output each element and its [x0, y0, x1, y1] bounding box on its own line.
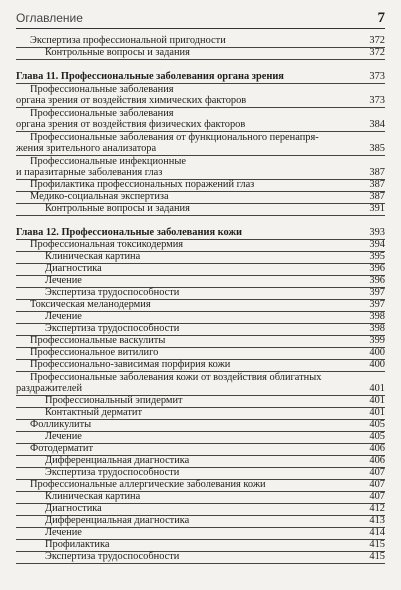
running-header [16, 6, 385, 29]
toc-entry-title: Клиническая картина [45, 491, 141, 502]
toc-entry-page: 387 [369, 191, 385, 202]
toc-entry-title: Профилактика профессиональных поражений глаз [30, 179, 255, 190]
toc-entry-title: Медико-социальная экспертиза [30, 191, 169, 202]
toc-entry-title: Профессиональные заболевания кожи от воздействия облигатных [30, 372, 322, 383]
toc-entry-title: Профессиональные васкулиты [30, 335, 166, 346]
toc-entry-title: Фотодерматит [30, 443, 93, 454]
toc-entry-title: раздражителей [16, 383, 83, 394]
toc-entry-page: 396 [369, 275, 385, 286]
toc-entry-page: 399 [369, 335, 385, 346]
toc-entry-page: 397 [369, 287, 385, 298]
toc-entry-page: 393 [369, 227, 385, 238]
header-page-number: 7 [377, 10, 385, 26]
toc-entry-title: органа зрения от воздействия физических факторов [16, 119, 246, 130]
toc-entry-title: Профилактика [45, 539, 110, 550]
toc-entry [16, 119, 385, 132]
toc-entry-page: 412 [369, 503, 385, 514]
toc-entry-page: 405 [369, 431, 385, 442]
toc-entry-title: Лечение [45, 431, 82, 442]
toc-entry-page: 385 [369, 143, 385, 154]
toc-entry-page: 395 [369, 251, 385, 262]
toc-entry-title: Профессиональные заболевания от функционального перенапря- [30, 132, 319, 143]
toc-entry-title: Профессиональные заболевания [30, 84, 174, 95]
toc-entry-title: органа зрения от воздействия химических факторов [16, 95, 247, 106]
toc-entry-page: 407 [369, 479, 385, 490]
toc-entry-page: 398 [369, 323, 385, 334]
toc-entry-title: Профессиональный эпидермит [45, 395, 183, 406]
toc-entry-title: Профессиональные заболевания [30, 108, 174, 119]
toc-entry-title: Экспертиза трудоспособности [45, 467, 180, 478]
toc-entry-title: Фолликулиты [30, 419, 92, 430]
toc-entry-page: 401 [369, 383, 385, 394]
toc-entry-page: 401 [369, 407, 385, 418]
toc-entry-page: 391 [369, 203, 385, 214]
toc-entry-page: 398 [369, 311, 385, 322]
toc-entry-title: Профессиональное витилиго [30, 347, 159, 358]
toc-entry-page: 396 [369, 263, 385, 274]
toc-entry-title: Глава 11. Профессиональные заболевания органа зрения [16, 71, 284, 82]
toc-entry-title: Контрольные вопросы и задания [45, 47, 190, 58]
toc-entry-title: Контрольные вопросы и задания [45, 203, 190, 214]
toc-entry-page: 407 [369, 491, 385, 502]
toc-entry-page: 397 [369, 299, 385, 310]
toc-entry-page: 406 [369, 455, 385, 466]
toc-entry-page: 394 [369, 239, 385, 250]
toc-entry [16, 143, 385, 156]
toc-entry-title: и паразитарные заболевания глаз [16, 167, 163, 178]
toc-entry-page: 373 [369, 95, 385, 106]
toc-entry-title: Экспертиза профессиональной пригодности [30, 35, 226, 46]
toc-entry-title: Глава 12. Профессиональные заболевания кожи [16, 227, 242, 238]
toc-entry-page: 415 [369, 539, 385, 550]
toc-entry [16, 203, 385, 216]
toc-entry-page: 387 [369, 179, 385, 190]
toc-entry-page: 413 [369, 515, 385, 526]
toc-entry-title: Профессиональные аллергические заболевания кожи [30, 479, 266, 490]
toc-entry-title: Экспертиза трудоспособности [45, 551, 180, 562]
toc-entry [16, 551, 385, 564]
table-of-contents [16, 36, 385, 564]
toc-entry [16, 359, 385, 372]
toc-entry-page: 372 [369, 35, 385, 46]
toc-entry-page: 384 [369, 119, 385, 130]
toc-entry-page: 414 [369, 527, 385, 538]
toc-entry-title: Токсическая меланодермия [30, 299, 151, 310]
toc-entry-title: Дифференциальная диагностика [45, 515, 190, 526]
toc-entry-title: Лечение [45, 275, 82, 286]
toc-entry-page: 407 [369, 467, 385, 478]
toc-entry-title: жения зрительного анализатора [16, 143, 157, 154]
toc-entry-page: 401 [369, 395, 385, 406]
toc-entry-page: 400 [369, 359, 385, 370]
toc-entry-title: Лечение [45, 311, 82, 322]
toc-entry-title: Диагностика [45, 503, 102, 514]
toc-entry-page: 415 [369, 551, 385, 562]
toc-entry [16, 47, 385, 60]
toc-entry-title: Клиническая картина [45, 251, 141, 262]
toc-entry-page: 372 [369, 47, 385, 58]
toc-entry-page: 406 [369, 443, 385, 454]
toc-entry-title: Лечение [45, 527, 82, 538]
toc-entry-title: Диагностика [45, 263, 102, 274]
toc-entry-title: Экспертиза трудоспособности [45, 323, 180, 334]
toc-entry-title: Контактный дерматит [45, 407, 143, 418]
header-title: Оглавление [16, 11, 83, 25]
toc-entry-title: Профессионально-зависимая порфирия кожи [30, 359, 231, 370]
toc-entry-title: Профессиональная токсикодермия [30, 239, 184, 250]
toc-entry-page: 405 [369, 419, 385, 430]
toc-entry-page: 373 [369, 71, 385, 82]
toc-entry-title: Профессиональные инфекционные [30, 156, 186, 167]
toc-entry-page: 387 [369, 167, 385, 178]
toc-entry-title: Дифференциальная диагностика [45, 455, 190, 466]
toc-chapter-entry [16, 71, 385, 84]
toc-entry [16, 95, 385, 108]
toc-entry-page: 400 [369, 347, 385, 358]
toc-entry-title: Экспертиза трудоспособности [45, 287, 180, 298]
